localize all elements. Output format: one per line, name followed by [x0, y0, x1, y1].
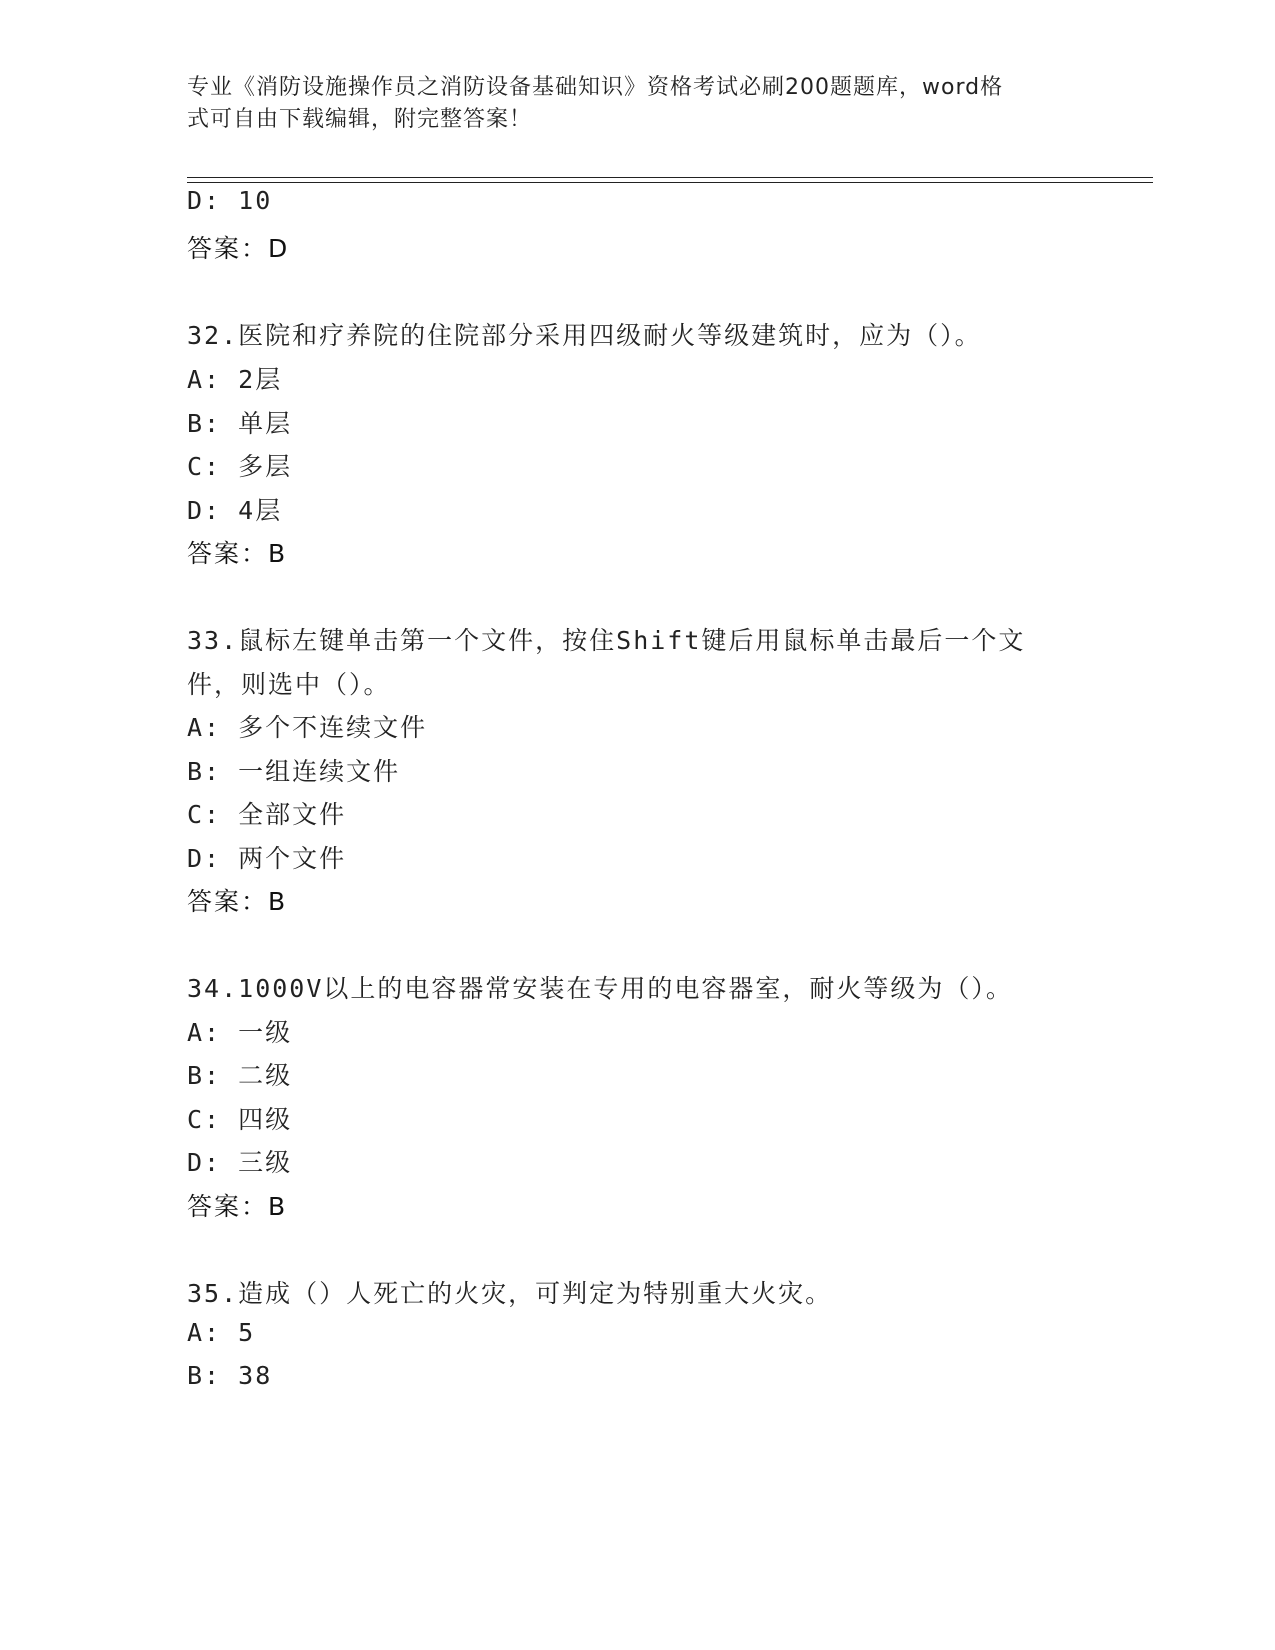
answer-line: 答案：B: [187, 887, 288, 916]
header-divider-bottom: [187, 182, 1153, 183]
question-stem: 34.1000V以上的电容器常安装在专用的电容器室，耐火等级为（）。: [187, 974, 1013, 1003]
answer-line: 答案：D: [187, 234, 290, 263]
option-a: A: 2层: [187, 365, 283, 394]
question-stem: 35.造成（）人死亡的火灾，可判定为特别重大火灾。: [187, 1279, 833, 1308]
answer-line: 答案：B: [187, 539, 288, 568]
option-a: A: 多个不连续文件: [187, 713, 428, 742]
option-b: B: 二级: [187, 1061, 293, 1090]
option-c: C: 四级: [187, 1105, 293, 1134]
option-b: B: 38: [187, 1361, 273, 1390]
option-d: D: 三级: [187, 1148, 293, 1177]
header-divider-top: [187, 177, 1153, 178]
option-b: B: 一组连续文件: [187, 757, 401, 786]
option-b: B: 单层: [187, 409, 293, 438]
option-c: C: 多层: [187, 452, 293, 481]
option-a: A: 5: [187, 1318, 256, 1347]
question-stem-line-2: 件，则选中（）。: [187, 670, 391, 699]
header-line-2: 式可自由下载编辑，附完整答案！: [187, 107, 533, 132]
option-d: D: 两个文件: [187, 844, 347, 873]
document-header: [187, 72, 1067, 136]
option-d: D: 10: [187, 186, 273, 215]
option-a: A: 一级: [187, 1018, 293, 1047]
question-stem-line-1: 33.鼠标左键单击第一个文件，按住Shift键后用鼠标单击最后一个文: [187, 626, 1026, 655]
answer-line: 答案：B: [187, 1192, 288, 1221]
question-stem: 32.医院和疗养院的住院部分采用四级耐火等级建筑时，应为（）。: [187, 321, 982, 350]
option-d: D: 4层: [187, 496, 283, 525]
header-line-1: 专业《消防设施操作员之消防设备基础知识》资格考试必刷200题题库，word格: [187, 75, 1004, 100]
option-c: C: 全部文件: [187, 800, 347, 829]
